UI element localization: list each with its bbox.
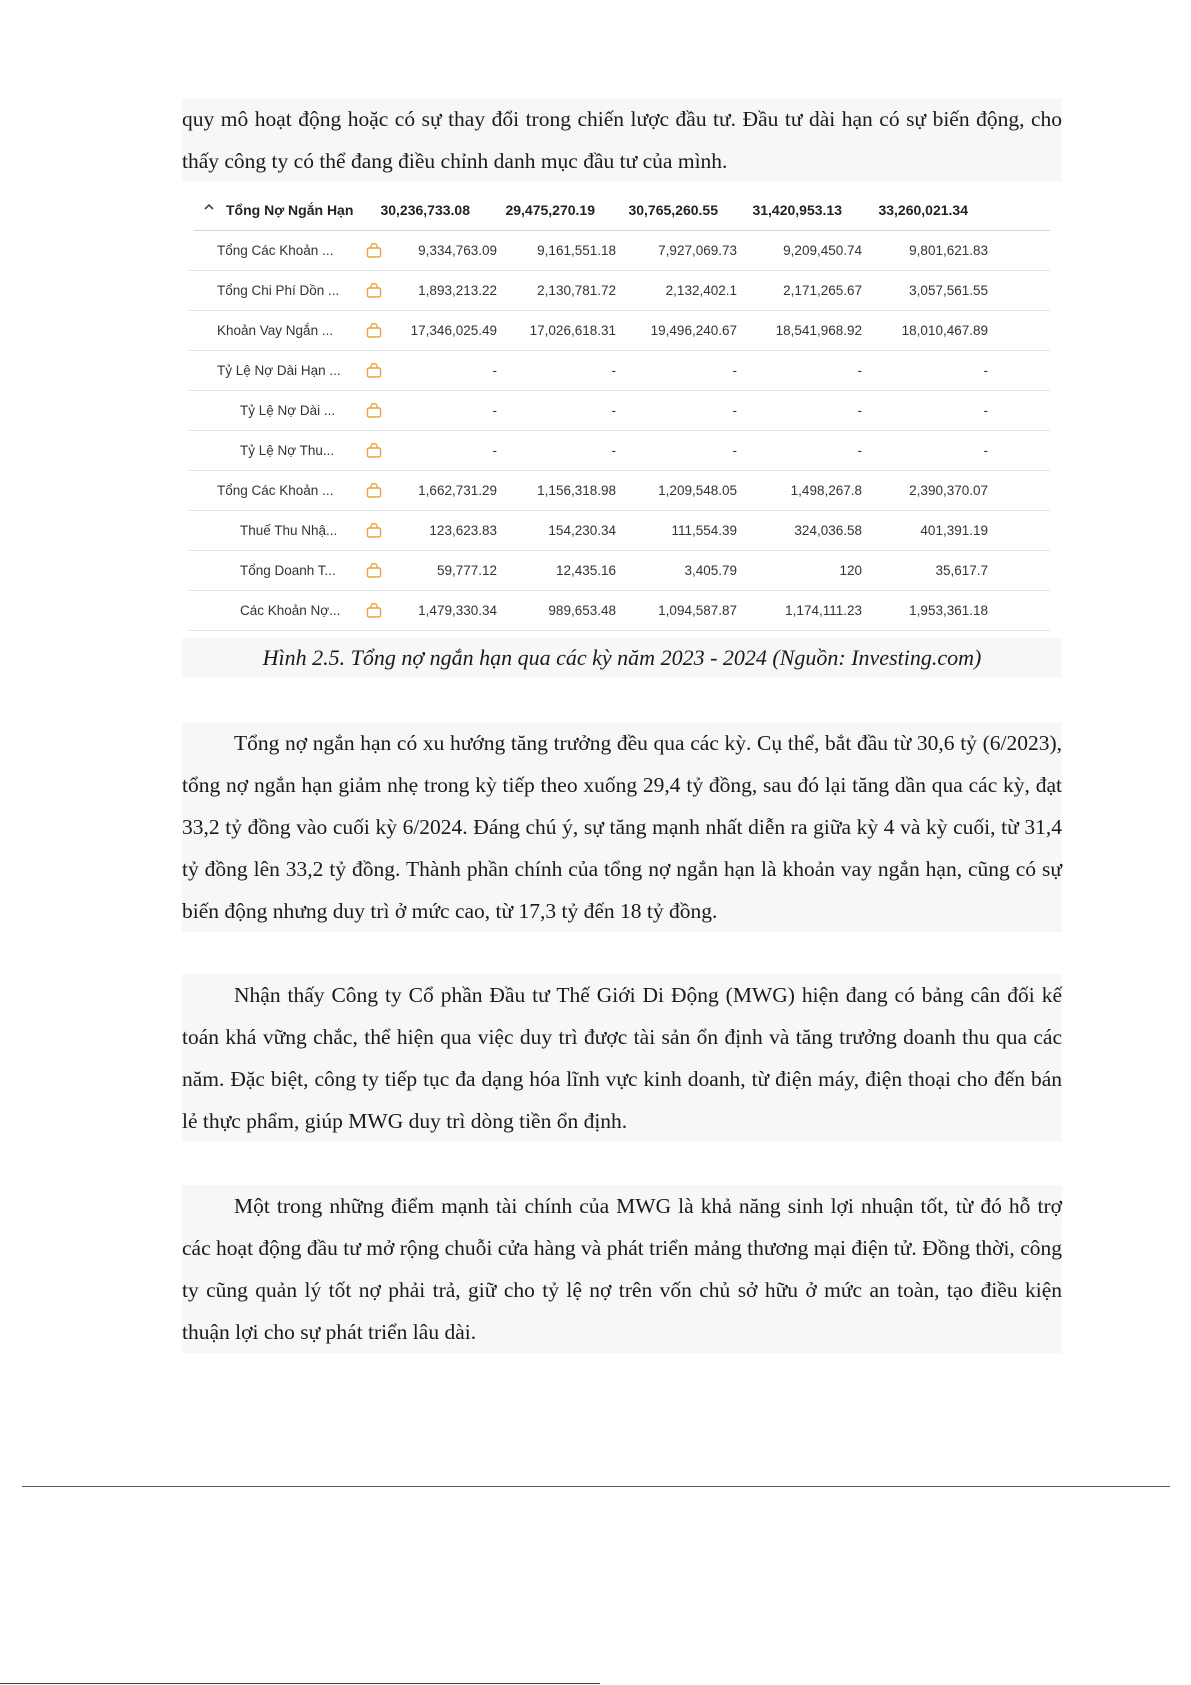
lock-icon[interactable] [366, 283, 382, 298]
header-value-3: 30,765,260.55 [628, 202, 718, 218]
lock-icon[interactable] [366, 323, 382, 338]
row-value-2: 989,653.48 [548, 603, 616, 618]
row-value-4: 2,171,265.67 [783, 283, 862, 298]
row-value-1: 9,334,763.09 [418, 243, 497, 258]
page-bottom-divider [0, 1683, 600, 1684]
lock-icon[interactable] [366, 523, 382, 538]
row-value-4: 18,541,968.92 [775, 323, 862, 338]
table-row[interactable] [182, 471, 1050, 511]
row-value-2: 154,230.34 [548, 523, 616, 538]
row-value-1: - [492, 403, 497, 418]
row-value-3: 19,496,240.67 [650, 323, 737, 338]
header-label: Tổng Nợ Ngắn Hạn [226, 202, 354, 218]
row-value-4: 1,498,267.8 [790, 483, 862, 498]
row-value-1: 59,777.12 [436, 563, 497, 578]
row-label: Tỷ Lệ Nợ Dài ... [240, 403, 336, 418]
row-value-5: - [983, 443, 988, 458]
table-row[interactable] [182, 511, 1050, 551]
row-value-4: 9,209,450.74 [783, 243, 862, 258]
row-value-3: 111,554.39 [671, 523, 737, 538]
row-label: Tổng Doanh T... [240, 563, 336, 578]
header-value-2: 29,475,270.19 [505, 202, 595, 218]
row-value-2: 12,435.16 [555, 563, 616, 578]
row-value-4: - [857, 363, 862, 378]
row-value-3: 7,927,069.73 [658, 243, 737, 258]
row-value-1: 1,662,731.29 [418, 483, 497, 498]
row-value-1: 123,623.83 [429, 523, 497, 538]
header-value-5: 33,260,021.34 [878, 202, 968, 218]
table-row[interactable] [182, 311, 1050, 351]
row-value-3: 1,209,548.05 [658, 483, 737, 498]
chevron-up-icon[interactable] [204, 202, 214, 212]
row-value-3: - [732, 403, 737, 418]
footer-divider [22, 1486, 1170, 1487]
intro-paragraph: quy mô hoạt động hoặc có sự thay đổi trong chiến lược đầu tư. Đầu tư dài hạn có sự biến động, cho thấy công ty có thể đang điều chỉnh danh mục đầu tư của mình. [182, 98, 1062, 182]
row-value-1: 17,346,025.49 [410, 323, 497, 338]
figure-caption: Hình 2.5. Tổng nợ ngắn hạn qua các kỳ năm 2023 - 2024 (Nguồn: Investing.com) [182, 638, 1062, 678]
row-label: Tổng Chi Phí Dồn ... [217, 283, 340, 298]
lock-icon[interactable] [366, 563, 382, 578]
row-value-2: 1,156,318.98 [537, 483, 616, 498]
lock-icon[interactable] [366, 363, 382, 378]
row-value-4: 324,036.58 [794, 523, 862, 538]
header-value-4: 31,420,953.13 [752, 202, 842, 218]
row-label: Tỷ Lệ Nợ Dài Hạn ... [217, 363, 341, 378]
row-label: Khoản Vay Ngắn ... [217, 323, 334, 338]
row-value-4: - [857, 403, 862, 418]
row-label: Tổng Các Khoản ... [217, 483, 334, 498]
row-label: Tỷ Lệ Nợ Thu... [240, 443, 335, 458]
row-value-4: - [857, 443, 862, 458]
row-divider [188, 630, 1050, 631]
row-value-5: 35,617.7 [935, 563, 988, 578]
row-value-2: 2,130,781.72 [537, 283, 616, 298]
row-value-5: 1,953,361.18 [909, 603, 988, 618]
row-value-5: 9,801,621.83 [909, 243, 988, 258]
table-row[interactable] [182, 351, 1050, 391]
row-value-2: - [611, 363, 616, 378]
row-value-5: - [983, 363, 988, 378]
row-label: Tổng Các Khoản ... [217, 243, 334, 258]
row-value-3: - [732, 443, 737, 458]
row-value-4: 120 [839, 563, 862, 578]
analysis-paragraph-1: Tổng nợ ngắn hạn có xu hướng tăng trưởng đều qua các kỳ. Cụ thể, bắt đầu từ 30,6 tỷ (6/2023), tổng nợ ngắn hạn giảm nhẹ trong kỳ tiếp theo xuống 29,4 tỷ đồng, sau đó lại tăng dần qua các kỳ, đạt 33,2 tỷ đồng vào cuối kỳ 6/2024. Đáng chú ý, sự tăng mạnh nhất diễn ra giữa kỳ 4 và kỳ cuối, từ 31,4 tỷ đồng lên 33,2 tỷ đồng. Thành phần chính của tổng nợ ngắn hạn là khoản vay ngắn hạn, cũng có sự biến động nhưng duy trì ở mức cao, từ 17,3 tỷ đến 18 tỷ đồng. [182, 722, 1062, 932]
analysis-paragraph-2: Nhận thấy Công ty Cổ phần Đầu tư Thế Giới Di Động (MWG) hiện đang có bảng cân đối kế toán khá vững chắc, thể hiện qua việc duy trì được tài sản ổn định và tăng trưởng doanh thu qua các năm. Đặc biệt, công ty tiếp tục đa dạng hóa lĩnh vực kinh doanh, từ điện máy, điện thoại cho đến bán lẻ thực phẩm, giúp MWG duy trì dòng tiền ổn định. [182, 974, 1062, 1142]
row-value-1: - [492, 443, 497, 458]
row-value-5: 401,391.19 [920, 523, 988, 538]
row-value-5: - [983, 403, 988, 418]
table-row[interactable] [182, 431, 1050, 471]
row-value-3: 2,132,402.1 [665, 283, 737, 298]
lock-icon[interactable] [366, 483, 382, 498]
row-value-2: 9,161,551.18 [537, 243, 616, 258]
row-value-1: 1,479,330.34 [418, 603, 497, 618]
row-value-3: 1,094,587.87 [658, 603, 737, 618]
header-value-1: 30,236,733.08 [380, 202, 470, 218]
row-value-5: 3,057,561.55 [909, 283, 988, 298]
table-row[interactable] [182, 231, 1050, 271]
liabilities-table-figure [182, 190, 1062, 632]
row-value-4: 1,174,111.23 [785, 603, 862, 618]
lock-icon[interactable] [366, 403, 382, 418]
analysis-paragraph-3: Một trong những điểm mạnh tài chính của MWG là khả năng sinh lợi nhuận tốt, từ đó hỗ trợ các hoạt động đầu tư mở rộng chuỗi cửa hàng và phát triển mảng thương mại điện tử. Đồng thời, công ty cũng quản lý tốt nợ phải trả, giữ cho tỷ lệ nợ trên vốn chủ sở hữu ở mức an toàn, tạo điều kiện thuận lợi cho sự phát triển lâu dài. [182, 1185, 1062, 1353]
row-value-5: 2,390,370.07 [909, 483, 988, 498]
row-value-5: 18,010,467.89 [901, 323, 988, 338]
lock-icon[interactable] [366, 443, 382, 458]
row-label: Thuế Thu Nhậ... [240, 523, 338, 538]
row-value-1: - [492, 363, 497, 378]
table-row[interactable] [182, 271, 1050, 311]
row-label: Các Khoản Nợ... [240, 603, 341, 618]
table-row[interactable] [182, 591, 1050, 631]
table-header-row[interactable] [194, 190, 1050, 231]
row-value-3: 3,405.79 [684, 563, 737, 578]
row-value-2: - [611, 403, 616, 418]
row-value-3: - [732, 363, 737, 378]
table-row[interactable] [182, 551, 1050, 591]
row-value-2: 17,026,618.31 [529, 323, 616, 338]
lock-icon[interactable] [366, 603, 382, 618]
table-row[interactable] [182, 391, 1050, 431]
lock-icon[interactable] [366, 243, 382, 258]
row-value-1: 1,893,213.22 [418, 283, 497, 298]
row-value-2: - [611, 443, 616, 458]
